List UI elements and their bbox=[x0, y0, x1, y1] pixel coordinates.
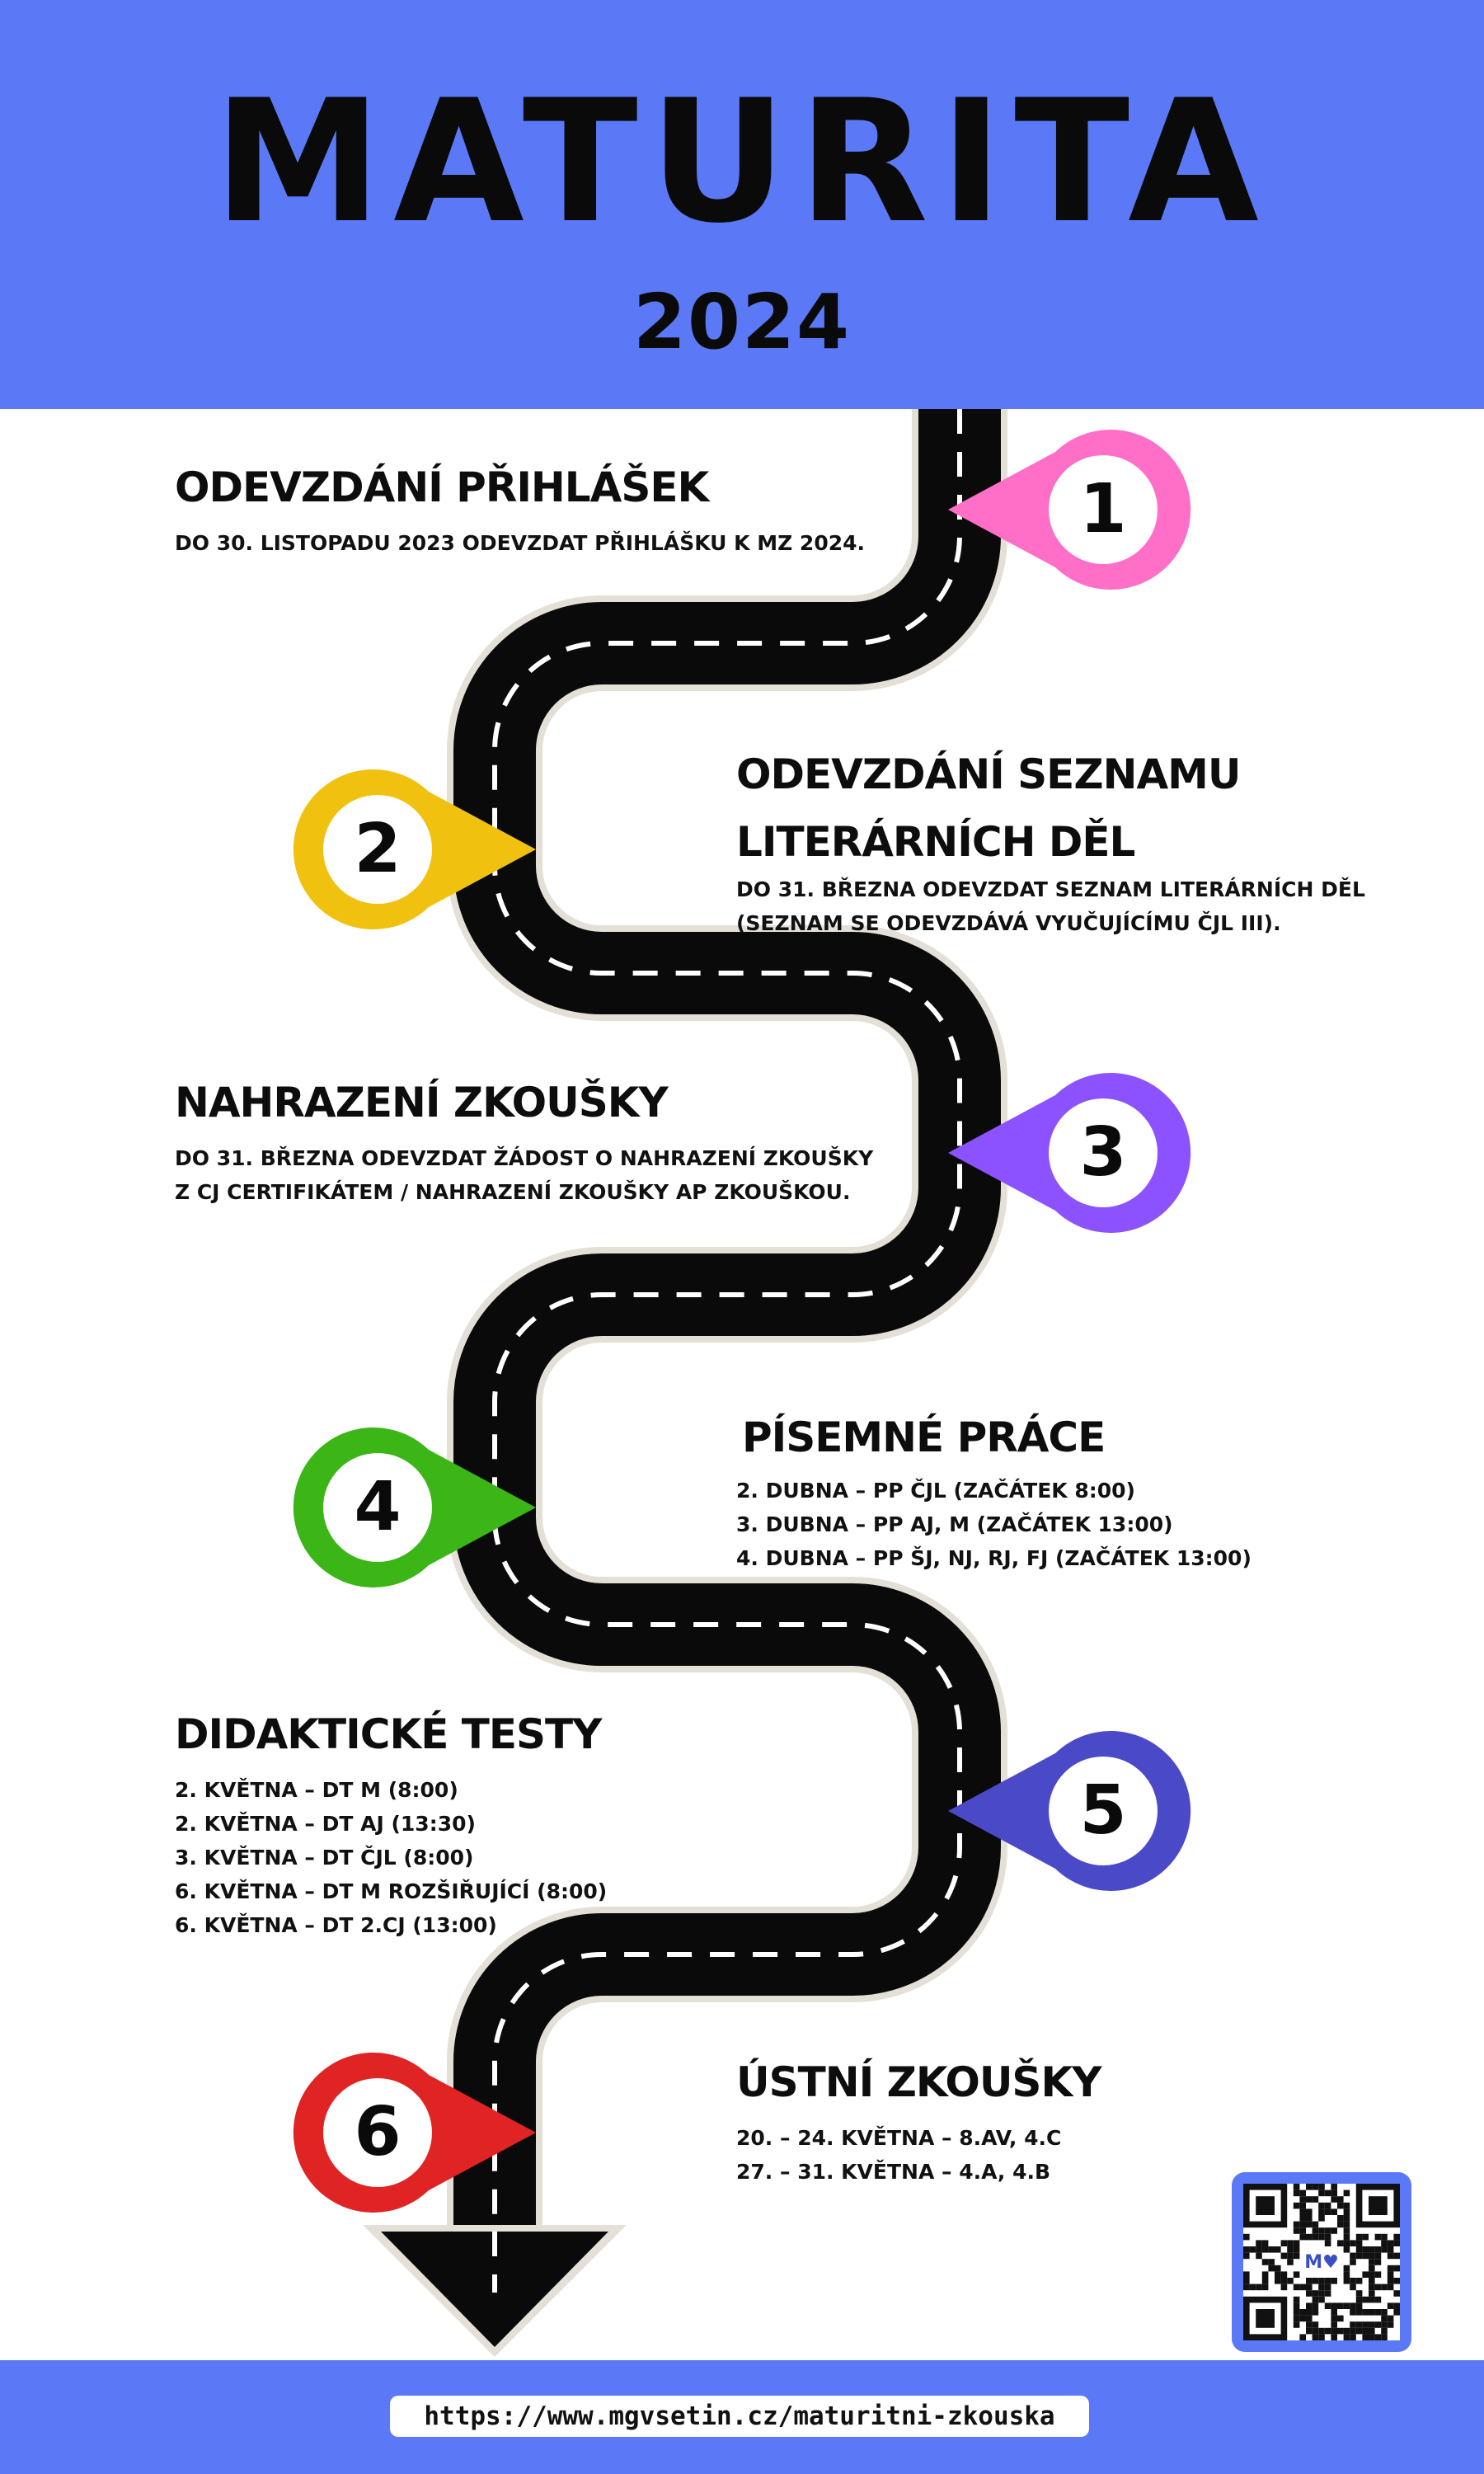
qr-code[interactable] bbox=[1232, 2172, 1411, 2352]
step-6-line: 27. – 31. KVĚTNA – 4.A, 4.B bbox=[736, 2160, 1051, 2184]
qr-pattern bbox=[1243, 2184, 1400, 2340]
marker-5-number: 5 bbox=[1079, 1771, 1127, 1850]
marker-3-number: 3 bbox=[1079, 1113, 1127, 1192]
step-3-line: Z CJ CERTIFIKÁTEM / NAHRAZENÍ ZKOUŠKY AP ZKOUŠKOU. bbox=[175, 1180, 851, 1204]
step-6-line: 20. – 24. KVĚTNA – 8.AV, 4.C bbox=[736, 2126, 1062, 2150]
step-4-title: PÍSEMNÉ PRÁCE bbox=[742, 1413, 1106, 1461]
marker-4-number: 4 bbox=[354, 1468, 402, 1546]
step-5-line: 6. KVĚTNA – DT M ROZŠIŘUJÍCÍ (8:00) bbox=[175, 1879, 608, 1903]
footer-url-link[interactable]: https://www.mgvsetin.cz/maturitni-zkouska bbox=[390, 2396, 1089, 2437]
step-2-line: DO 31. BŘEZNA ODEVZDAT SEZNAM LITERÁRNÍCH DĚL bbox=[736, 877, 1365, 901]
step-6-title: ÚSTNÍ ZKOUŠKY bbox=[736, 2058, 1101, 2106]
step-3-line: DO 31. BŘEZNA ODEVZDAT ŽÁDOST O NAHRAZENÍ ZKOUŠKY bbox=[175, 1146, 874, 1170]
step-4-line: 3. DUBNA – PP AJ, M (ZAČÁTEK 13:00) bbox=[736, 1512, 1173, 1536]
step-2-title-line-2: LITERÁRNÍCH DĚL bbox=[736, 818, 1135, 866]
page-title: MATURITA bbox=[214, 64, 1270, 261]
marker-6-number: 6 bbox=[354, 2093, 402, 2171]
step-3-title: NAHRAZENÍ ZKOUŠKY bbox=[175, 1079, 668, 1126]
step-5-line: 6. KVĚTNA – DT 2.CJ (13:00) bbox=[175, 1913, 497, 1937]
step-5-line: 2. KVĚTNA – DT M (8:00) bbox=[175, 1778, 458, 1802]
qr-logo: M♥ bbox=[1304, 2252, 1339, 2273]
step-1-line: DO 30. LISTOPADU 2023 ODEVZDAT PŘIHLÁŠKU K MZ 2024. bbox=[175, 531, 866, 555]
step-4-line: 2. DUBNA – PP ČJL (ZAČÁTEK 8:00) bbox=[736, 1479, 1135, 1503]
step-5-line: 3. KVĚTNA – DT ČJL (8:00) bbox=[175, 1846, 474, 1870]
step-5-line: 2. KVĚTNA – DT AJ (13:30) bbox=[175, 1812, 476, 1836]
step-5-title: DIDAKTICKÉ TESTY bbox=[175, 1710, 602, 1758]
step-2-line: (SEZNAM SE ODEVZDÁVÁ VYUČUJÍCÍMU ČJL III). bbox=[736, 911, 1281, 935]
marker-2-number: 2 bbox=[354, 810, 402, 888]
qr-code-image bbox=[1243, 2184, 1400, 2340]
step-4-line: 4. DUBNA – PP ŠJ, NJ, RJ, FJ (ZAČÁTEK 13:00) bbox=[736, 1546, 1252, 1570]
page-year: 2024 bbox=[632, 278, 852, 366]
step-2-title-line-1: ODEVZDÁNÍ SEZNAMU bbox=[736, 750, 1241, 798]
step-1-title: ODEVZDÁNÍ PŘIHLÁŠEK bbox=[175, 463, 709, 511]
marker-1-number: 1 bbox=[1079, 470, 1127, 548]
